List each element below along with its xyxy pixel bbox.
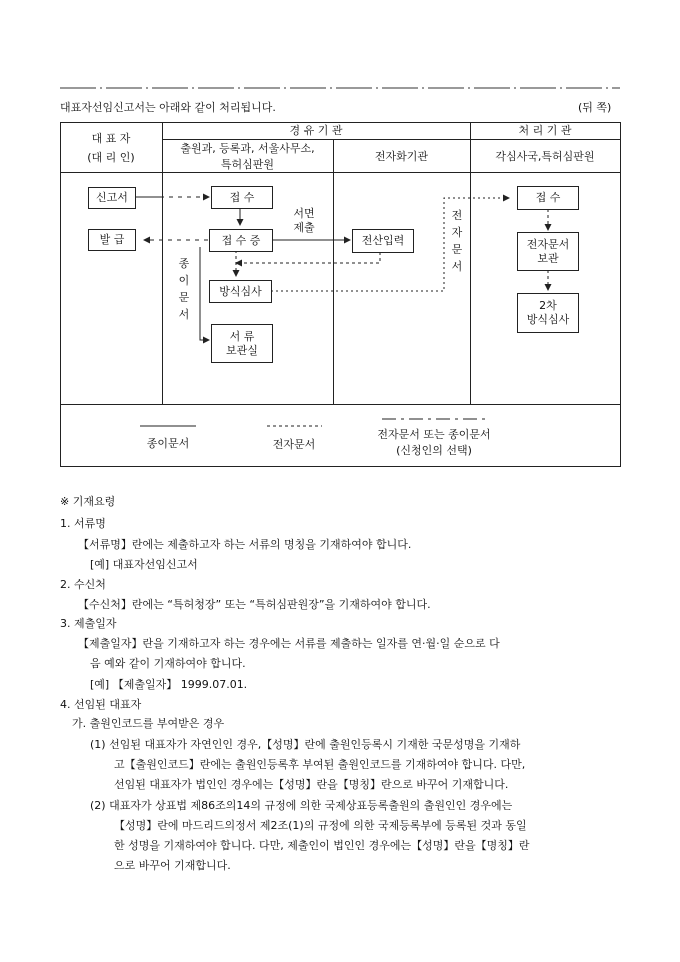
section-4-para2-line3: 한 성명을 기재하여야 합니다. 다만, 제출인이 법인인 경우에는【성명】란을【명칭】란 bbox=[114, 839, 530, 852]
e-doc-storage-box: 전자문서 보관 bbox=[517, 232, 579, 271]
receipt-cert-box: 접 수 증 bbox=[209, 229, 273, 252]
written-submit-label: 서면 제출 bbox=[293, 207, 315, 234]
section-3-title: 3. 제출일자 bbox=[60, 617, 117, 630]
section-4-title: 4. 선임된 대표자 bbox=[60, 698, 142, 711]
section-4-para1-line2: 고【출원인코드】란에는 출원인등록후 부여된 출원인코드를 기재하여야 합니다. 다만, bbox=[114, 758, 526, 771]
section-4-subtitle: 가. 출원인코드를 부여받은 경우 bbox=[72, 717, 225, 730]
section-2-text: 【수신처】란에는 “특허청장” 또는 “특허심판원장”을 기재하여야 합니다. bbox=[78, 598, 431, 611]
legend-paper: 종이문서 bbox=[146, 437, 190, 450]
section-3-example: [예] 【제출일자】 1999.07.01. bbox=[90, 678, 248, 691]
section-4-para1-line3: 선임된 대표자가 법인인 경우에는【성명】란을【명칭】란으로 바꾸어 기재합니다. bbox=[114, 778, 509, 791]
electronic-doc-label: 전 자 문 서 bbox=[451, 209, 463, 273]
processing-org-header: 처 리 기 관 bbox=[518, 124, 572, 137]
col-b-header: 전자화기관 bbox=[374, 150, 429, 163]
receive-box: 접 수 bbox=[211, 186, 273, 209]
applicant-label: 대 표 자 bbox=[91, 132, 131, 145]
section-1-text: 【서류명】란에는 제출하고자 하는 서류의 명칭을 기재하여야 합니다. bbox=[78, 538, 412, 551]
section-4-para2-line1: (2) 대표자가 상표법 제86조의14의 규정에 의한 국제상표등록출원의 출원인인 경우에는 bbox=[90, 799, 513, 812]
notes-heading: ※ 기재요령 bbox=[60, 495, 116, 508]
second-review-box: 2차 방식심사 bbox=[517, 293, 579, 333]
computer-entry-box: 전산입력 bbox=[352, 229, 414, 253]
doc-archive-box: 서 류 보관실 bbox=[211, 324, 273, 363]
section-1-example: [예] 대표자선임신고서 bbox=[90, 558, 198, 571]
applicant-label-agent: (대 리 인) bbox=[87, 151, 135, 164]
section-3-text-line1: 【제출일자】란을 기재하고자 하는 경우에는 서류를 제출하는 일자를 연·월·일 순으로 다 bbox=[78, 637, 500, 650]
section-4-para2-line4: 으로 바꾸어 기재합니다. bbox=[114, 859, 231, 872]
legend-either-note: (신청인의 선택) bbox=[396, 444, 472, 457]
legend-either: 전자문서 또는 종이문서 bbox=[377, 428, 491, 441]
form-review-box: 방식심사 bbox=[209, 280, 272, 303]
page-side-note: (뒤 쪽) bbox=[578, 101, 612, 114]
col-a-header-line2: 특허심판원 bbox=[220, 158, 275, 171]
report-box: 신고서 bbox=[88, 187, 136, 209]
section-3-text-line2: 음 예와 같이 기재하여야 합니다. bbox=[90, 657, 246, 670]
paper-doc-label: 종 이 문 서 bbox=[178, 257, 190, 321]
via-org-header: 경 유 기 관 bbox=[289, 124, 343, 137]
intro-text: 대표자선임신고서는 아래와 같이 처리됩니다. bbox=[60, 101, 276, 114]
section-1-title: 1. 서류명 bbox=[60, 517, 106, 530]
section-2-title: 2. 수신처 bbox=[60, 578, 106, 591]
col-a-header-line1: 출원과, 등록과, 서울사무소, bbox=[180, 142, 315, 155]
issue-box: 발 급 bbox=[88, 229, 136, 251]
section-4-para2-line2: 【성명】란에 마드리드의정서 제2조(1)의 규정에 의한 국제등록부에 등록된 것과 동일 bbox=[114, 819, 527, 832]
process-table bbox=[0, 0, 680, 470]
section-4-para1-line1: (1) 선임된 대표자가 자연인인 경우,【성명】란에 출원인등록시 기재한 국문성명을 기재하 bbox=[90, 738, 521, 751]
col-c-header: 각심사국,특허심판원 bbox=[495, 150, 595, 163]
legend-electronic: 전자문서 bbox=[272, 438, 316, 451]
receive-box-2: 접 수 bbox=[517, 186, 579, 210]
